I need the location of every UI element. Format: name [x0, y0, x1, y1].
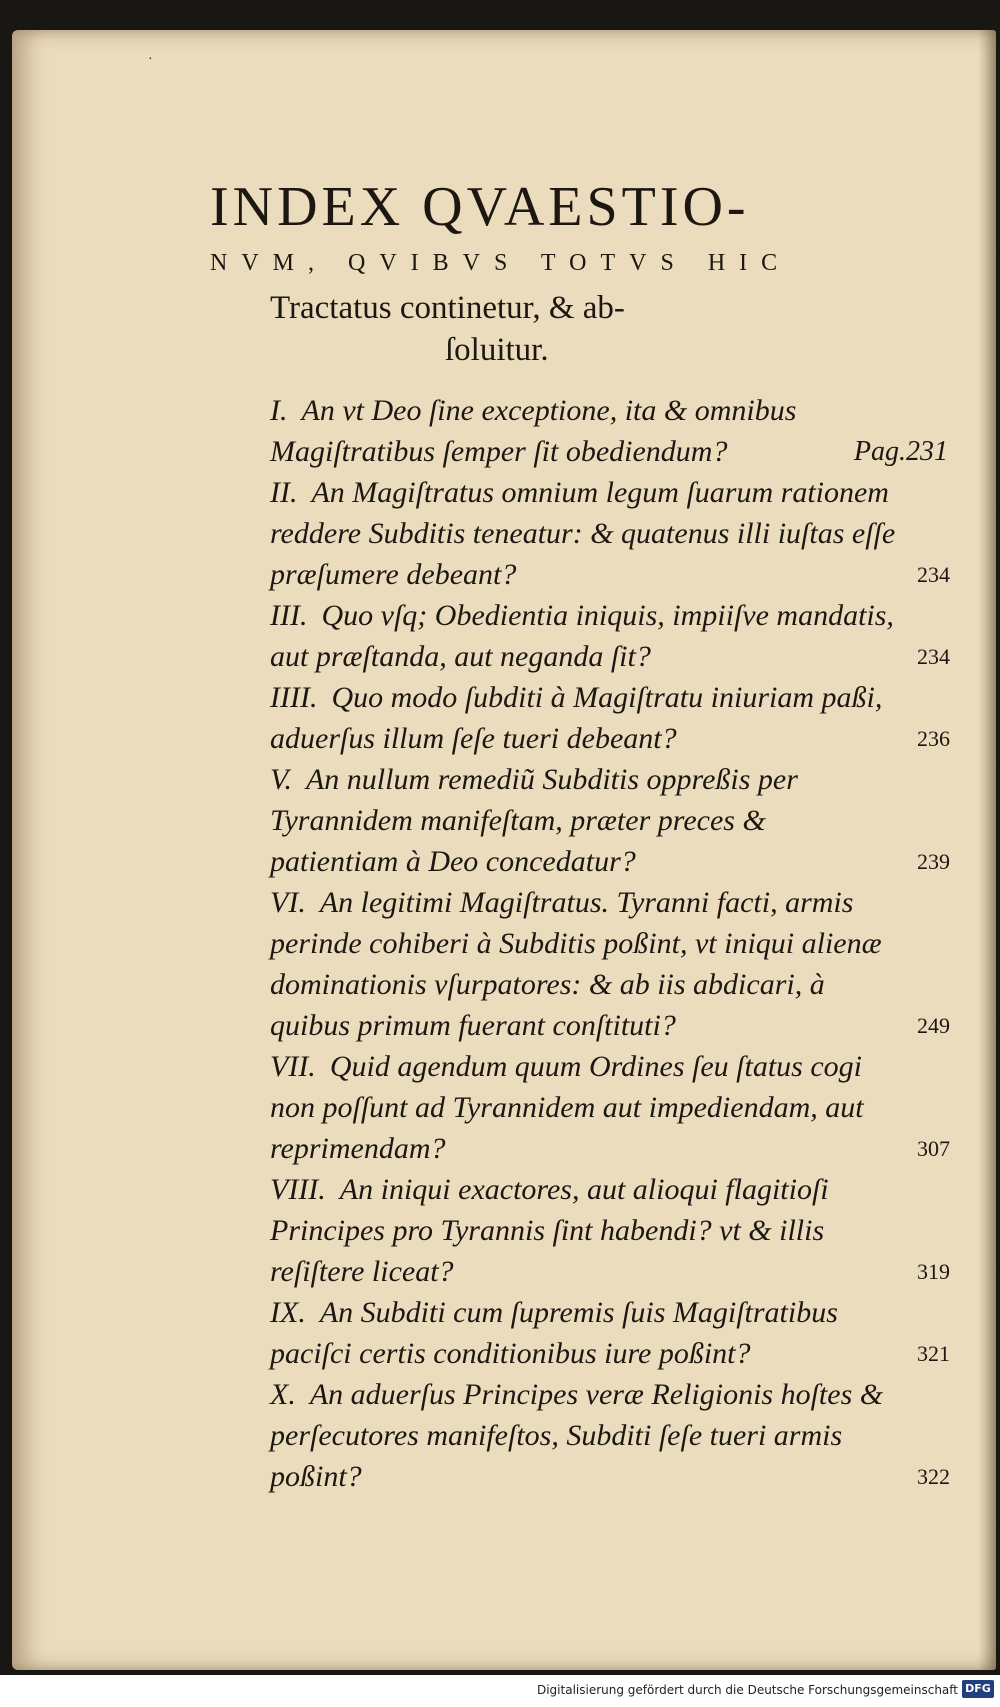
question-entry: [270, 390, 950, 472]
question-text: An nullum remediũ Subditis oppreßis per Tyrannidem manifeſtam, præter preces & patientiam à Deo concedatur?: [270, 763, 798, 878]
index-title: [60, 175, 960, 371]
question-entry: [270, 1169, 950, 1292]
question-number: VI.: [270, 886, 306, 919]
page-reference: Pag.231: [853, 436, 948, 467]
question-text: Quo modo ſubditi à Magiſtratu iniuriam paßi, aduerſus illum ſeſe tueri debeant?: [270, 681, 883, 755]
question-number: II.: [270, 476, 298, 509]
question-text: An iniqui exactores, aut alioqui flagitioſi Principes pro Tyrannis ſint habendi? vt & illis reſiſtere liceat?: [270, 1173, 829, 1288]
footer-credit: Digitalisierung gefördert durch die Deutsche Forschungsgemeinschaft: [536, 1683, 958, 1697]
question-text: An legitimi Magiſtratus. Tyranni facti, armis perinde cohiberi à Subditis poßint, vt iniqui alienæ dominationis vſurpatores: & ab iis abdicari, à quibus primum fuerant conſtituti?: [270, 886, 882, 1042]
question-list: [270, 390, 950, 1497]
page-reference: 234: [917, 562, 950, 587]
question-entry: [270, 1046, 950, 1169]
question-number: IIII.: [270, 681, 318, 714]
question-text: An Subditi cum ſupremis ſuis Magiſtratibus paciſci certis conditionibus iure poßint?: [270, 1296, 838, 1370]
question-number: III.: [270, 599, 308, 632]
question-text: Quid agendum quum Ordines ſeu ſtatus cogi non poſſunt ad Tyrannidem aut impediendam, aut reprimendam?: [270, 1050, 864, 1165]
question-entry: [270, 595, 950, 677]
question-number: V.: [270, 763, 292, 796]
title-line-4: ſoluitur.: [445, 332, 549, 368]
question-number: VII.: [270, 1050, 316, 1083]
page-speck: ·: [148, 52, 153, 67]
question-number: VIII.: [270, 1173, 326, 1206]
footer-bar: [0, 1675, 1000, 1707]
title-line-1: INDEX QVAESTIO-: [210, 176, 750, 238]
question-text: An vt Deo ſine exceptione, ita & omnibus Magiſtratibus ſemper ſit obediendum?: [270, 394, 797, 468]
page-reference: 322: [917, 1464, 950, 1489]
question-number: X.: [270, 1378, 296, 1411]
question-number: IX.: [270, 1296, 306, 1329]
question-entry: [270, 882, 950, 1046]
title-line-3: Tractatus continetur, & ab-: [270, 290, 625, 326]
question-text: An aduerſus Principes veræ Religionis hoſtes & perſecutores manifeſtos, Subditi ſeſe tueri armis poßint?: [270, 1378, 884, 1493]
question-number: I.: [270, 394, 288, 427]
question-entry: [270, 677, 950, 759]
title-line-2: NVM, QVIBVS TOTVS HIC: [210, 250, 792, 276]
question-text: Quo vſq; Obedientia iniquis, impiiſve mandatis, aut præſtanda, aut neganda ſit?: [270, 599, 894, 673]
page-reference: 307: [917, 1136, 950, 1161]
page-reference: 236: [917, 726, 950, 751]
question-entry: [270, 472, 950, 595]
question-text: An Magiſtratus omnium legum ſuarum rationem reddere Subditis teneatur: & quatenus illi iuſtas eſſe præſumere debeant?: [270, 476, 896, 591]
page-reference: 321: [917, 1341, 950, 1366]
dfg-logo-icon: DFG: [962, 1680, 994, 1698]
page-reference: 234: [917, 644, 950, 669]
question-entry: [270, 1374, 950, 1497]
page-reference: 249: [917, 1013, 950, 1038]
page-reference: 239: [917, 849, 950, 874]
page-reference: 319: [917, 1259, 950, 1284]
question-entry: [270, 1292, 950, 1374]
question-entry: [270, 759, 950, 882]
